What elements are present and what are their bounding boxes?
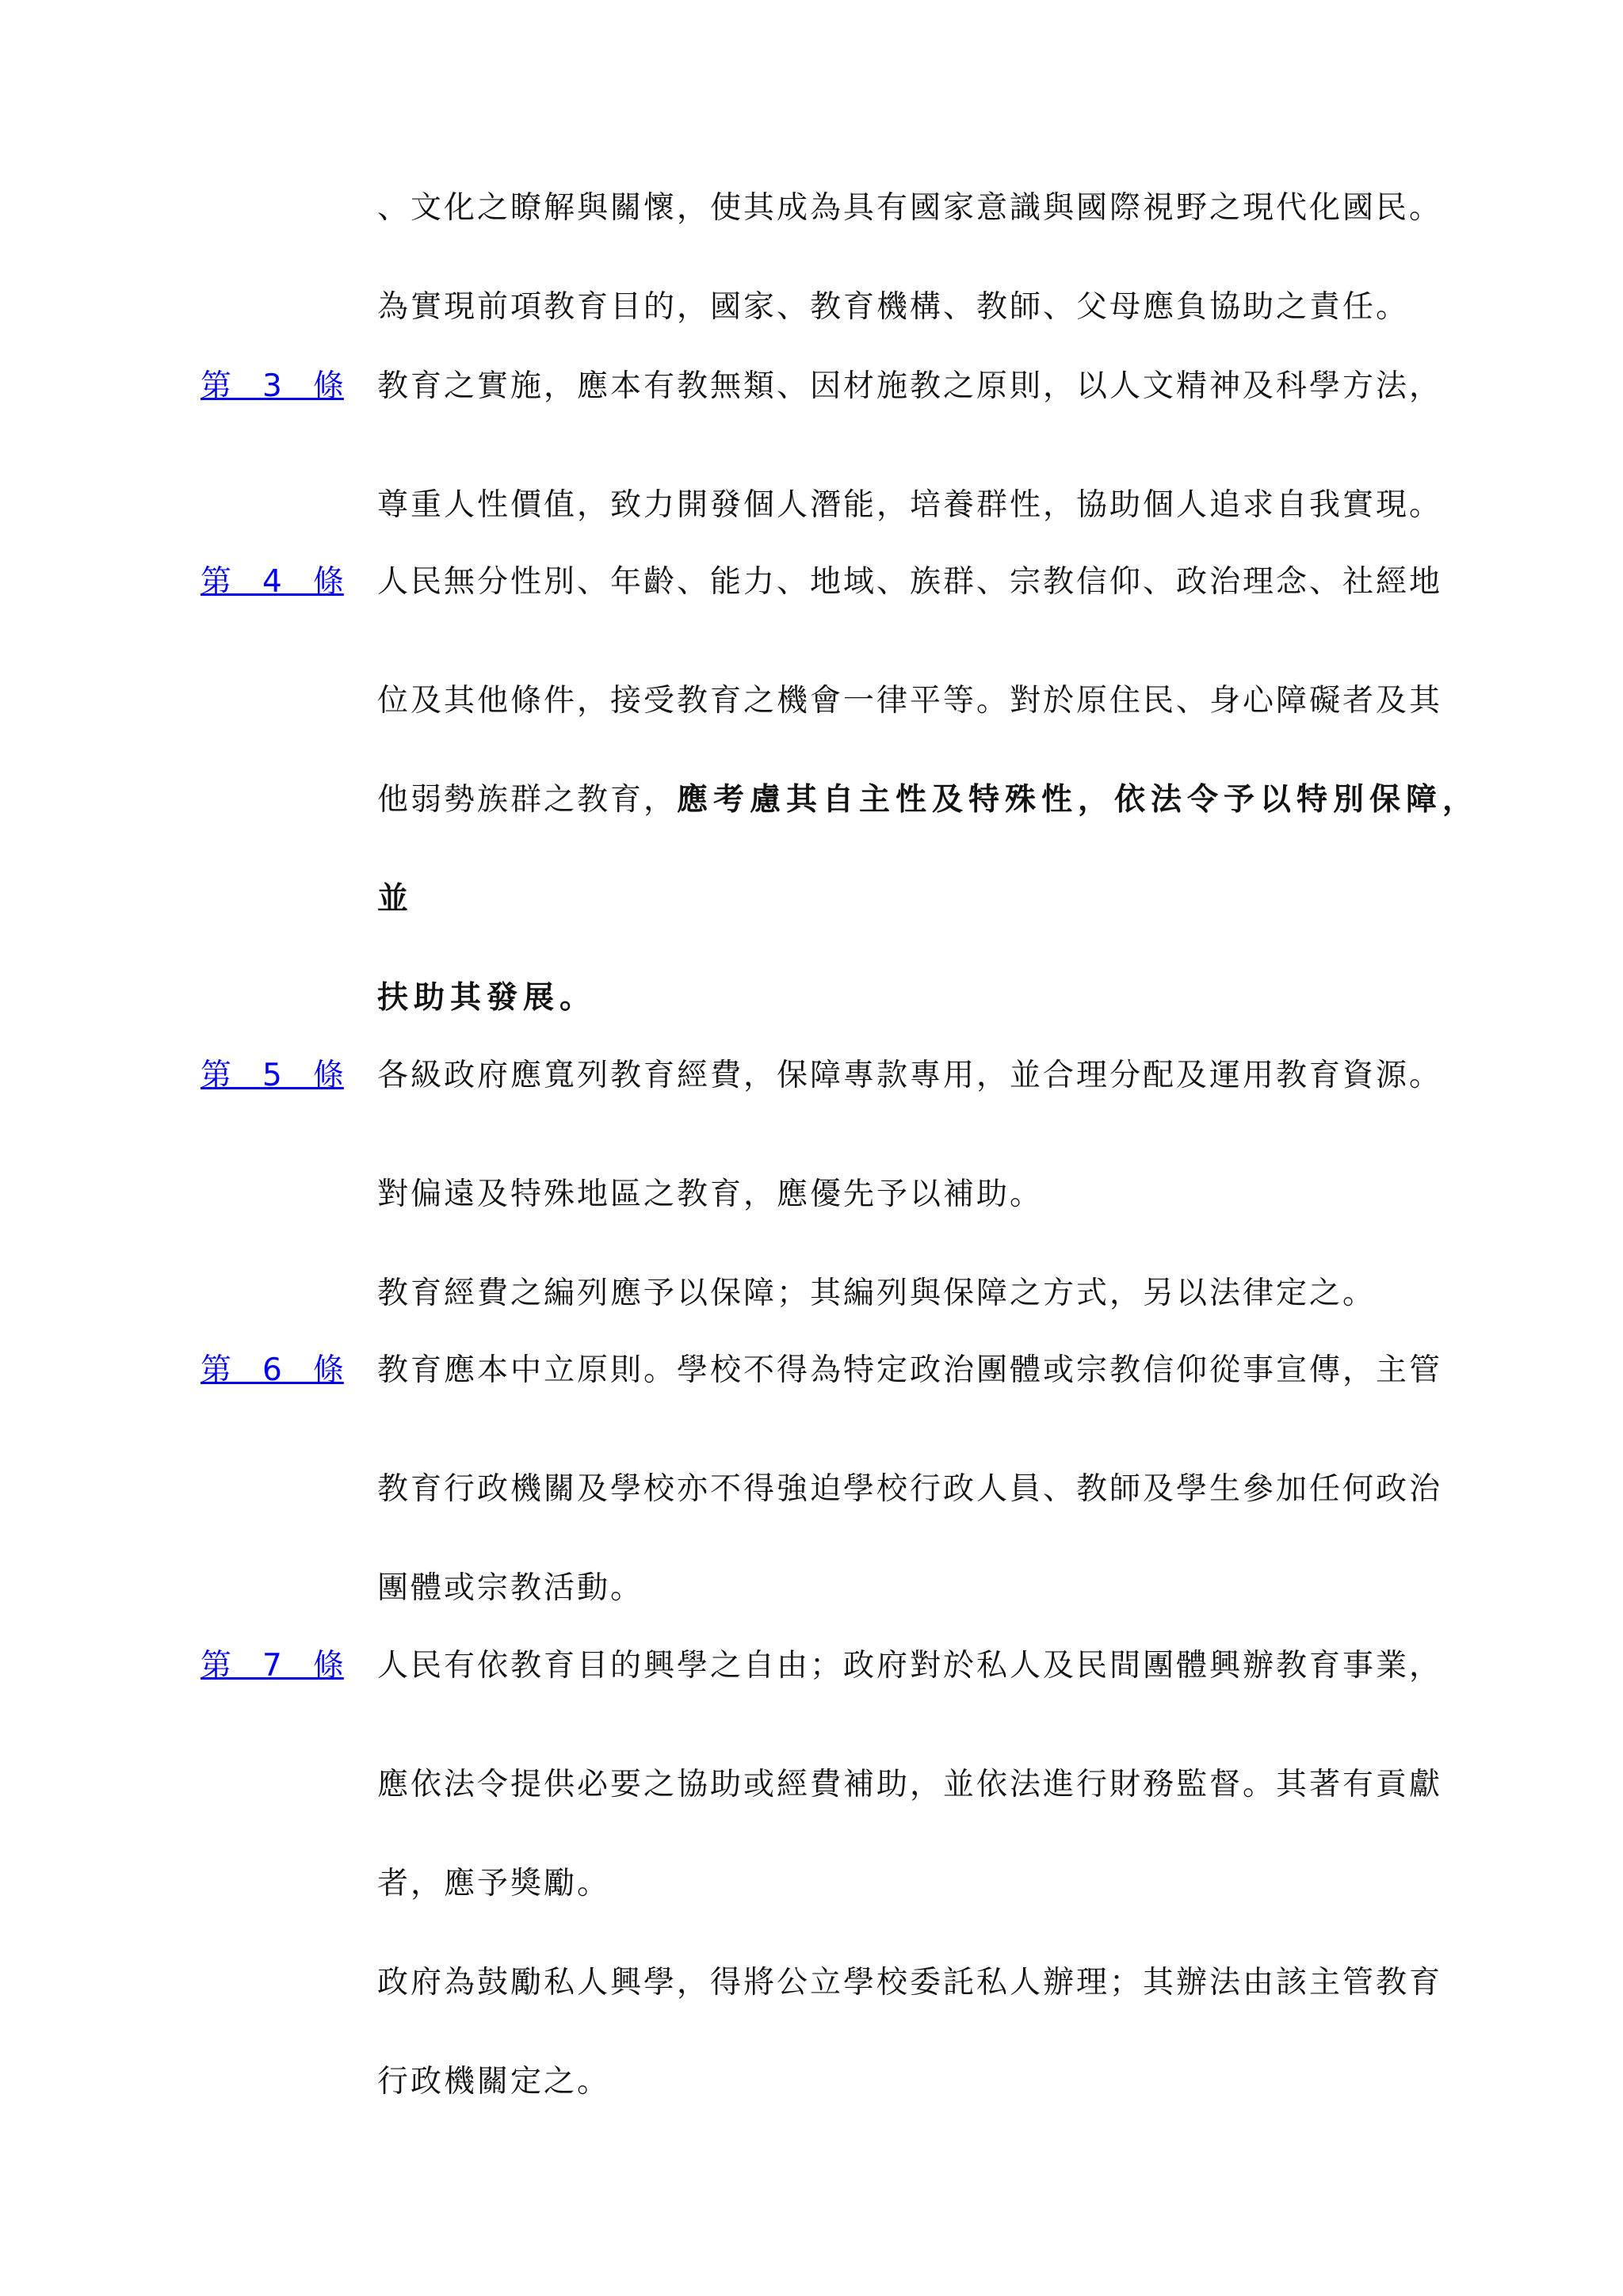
article-5-link[interactable]: 第 5 條 (200, 1058, 344, 1093)
text-line: 應依法令提供必要之協助或經費補助，並依法進行財務監督。其著有貢獻 (377, 1767, 1443, 1802)
text-line: 行政機關定之。 (377, 2064, 611, 2100)
text-line: 位及其他條件，接受教育之機會一律平等。對於原住民、身心障礙者及其 (377, 683, 1443, 719)
text-line: 並 (377, 881, 414, 917)
article-6-link[interactable]: 第 6 條 (200, 1352, 344, 1388)
text-emphasis: 應考慮其自主性及特殊性，依法令予以特別保障， (677, 782, 1480, 818)
text-normal: 他弱勢族群之教育， (377, 782, 678, 818)
text-line: 各級政府應寬列教育經費，保障專款專用，並合理分配及運用教育資源。 (377, 1058, 1443, 1093)
text-line: 扶助其發展。 (377, 980, 597, 1016)
text-line (377, 780, 1503, 820)
text-line: 對偏遠及特殊地區之教育，應優先予以補助。 (377, 1177, 1044, 1212)
text-line: 教育經費之編列應予以保障；其編列與保障之方式，另以法律定之。 (377, 1276, 1377, 1311)
article-7-link[interactable]: 第 7 條 (200, 1648, 344, 1684)
text-line: 教育應本中立原則。學校不得為特定政治團體或宗教信仰從事宣傳，主管 (377, 1352, 1443, 1388)
text-line: 為實現前項教育目的，國家、教育機構、教師、父母應負協助之責任。 (377, 289, 1410, 325)
text-line: 教育之實施，應本有教無類、因材施教之原則，以人文精神及科學方法， (377, 368, 1443, 404)
text-line: 團體或宗教活動。 (377, 1570, 644, 1606)
article-3-link[interactable]: 第 3 條 (200, 368, 344, 404)
article-4-link[interactable]: 第 4 條 (200, 564, 344, 600)
text-line: 、文化之瞭解與關懷，使其成為具有國家意識與國際視野之現代化國民。 (377, 190, 1443, 226)
text-line: 者，應予獎勵。 (377, 1866, 611, 1901)
text-line: 教育行政機關及學校亦不得強迫學校行政人員、教師及學生參加任何政治 (377, 1471, 1443, 1507)
text-line: 尊重人性價值，致力開發個人潛能，培養群性，協助個人追求自我實現。 (377, 487, 1443, 523)
text-line: 人民有依教育目的興學之自由；政府對於私人及民間團體興辦教育事業， (377, 1648, 1443, 1684)
text-line: 政府為鼓勵私人興學，得將公立學校委託私人辦理；其辦法由該主管教育 (377, 1965, 1443, 2000)
text-line: 人民無分性別、年齡、能力、地域、族群、宗教信仰、政治理念、社經地 (377, 564, 1443, 600)
